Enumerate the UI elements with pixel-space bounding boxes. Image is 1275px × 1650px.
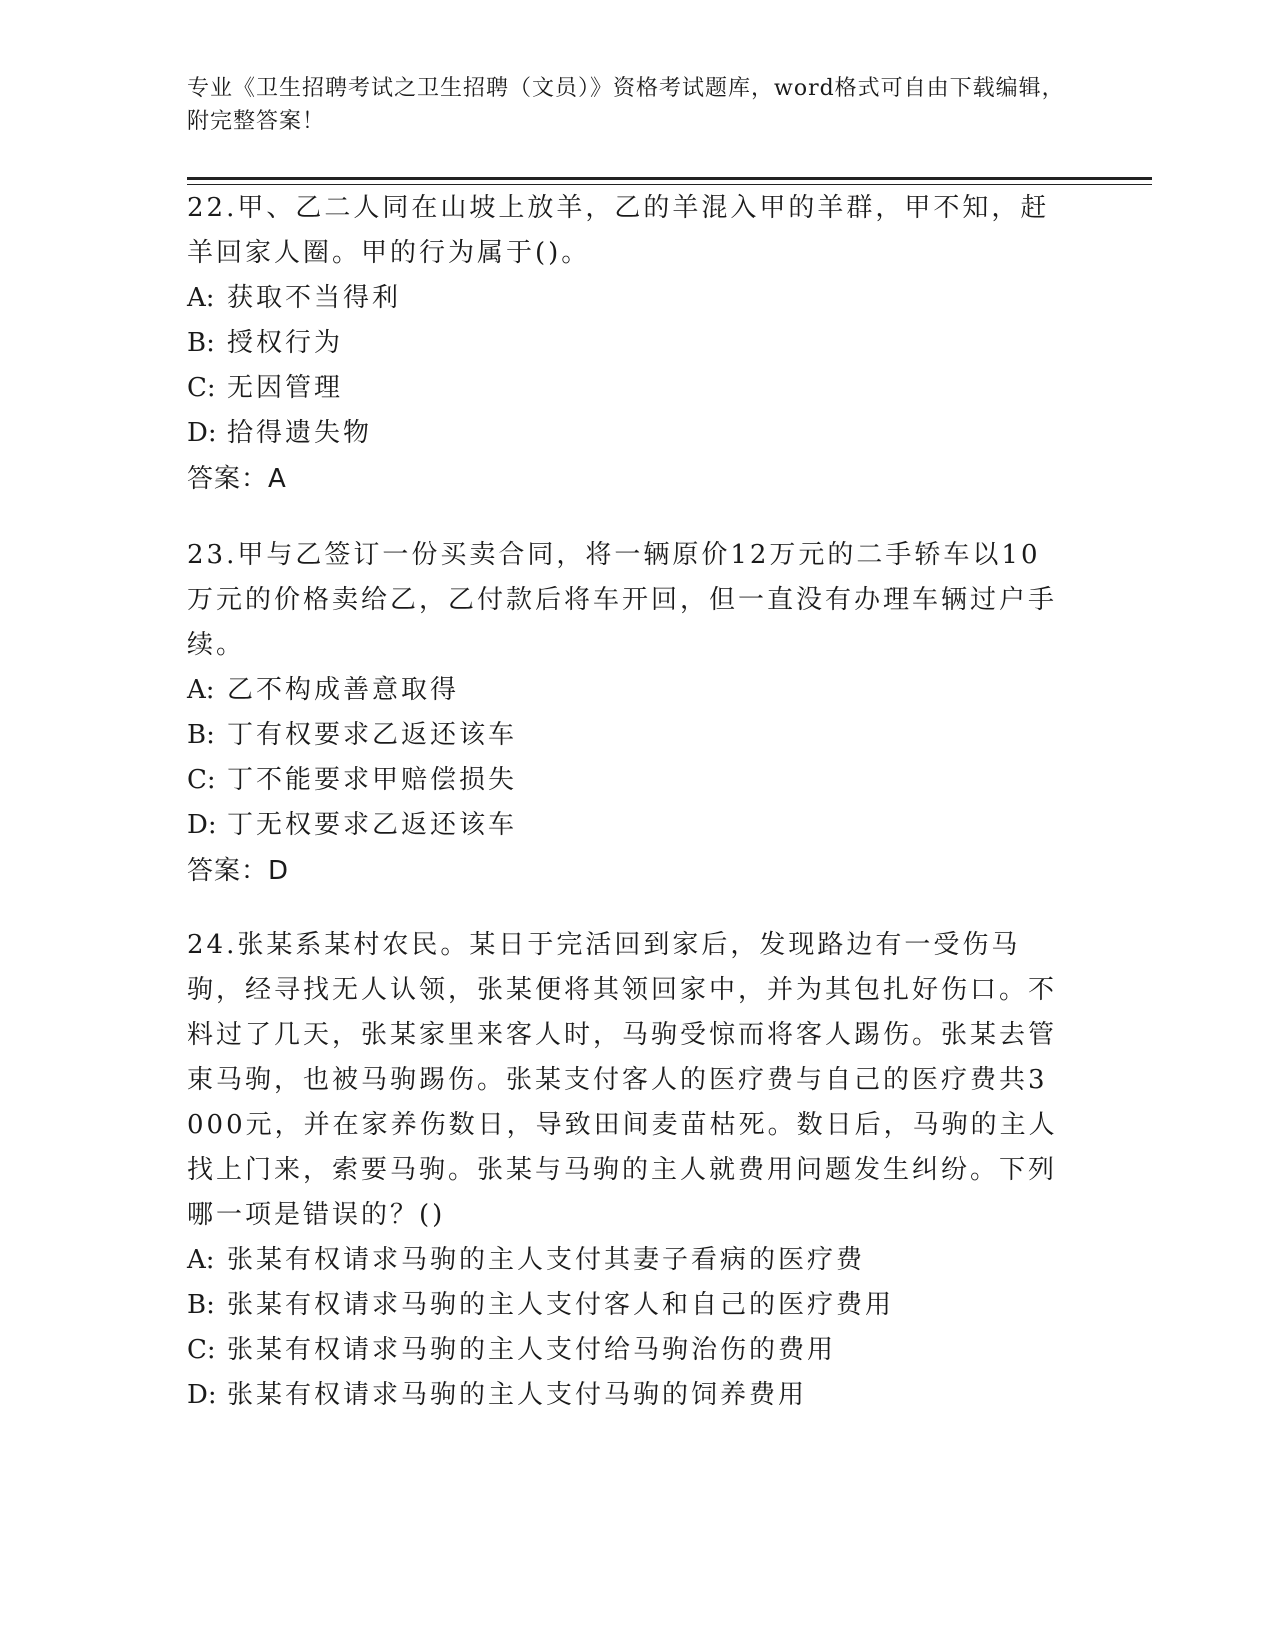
question-stem: 22.甲、乙二人同在山坡上放羊，乙的羊混入甲的羊群，甲不知，赶羊回家人圈。甲的行为属于()。 [187,193,1050,268]
option-d [187,1373,1067,1418]
option-text: 丁不能要求甲赔偿损失 [227,765,518,795]
option-letter: A: [187,1245,215,1275]
option-letter: D: [187,1380,217,1410]
question-23 [187,533,1067,894]
option-d [187,411,1067,456]
option-b [187,1283,1067,1328]
option-b [187,321,1067,366]
option-letter: D: [187,810,217,840]
answer-line [187,456,1067,502]
option-text: 获取不当得利 [227,283,402,313]
option-c [187,1328,1067,1373]
answer-line [187,848,1067,894]
option-text: 乙不构成善意取得 [227,675,460,705]
option-text: 丁无权要求乙返还该车 [227,810,518,840]
option-c [187,366,1067,411]
question-stem: 24.张某系某村农民。某日于完活回到家后，发现路边有一受伤马驹，经寻找无人认领，张某便将其领回家中，并为其包扎好伤口。不料过了几天，张某家里来客人时，马驹受惊而将客人踢伤。张某去管束马驹，也被马驹踢伤。张某支付客人的医疗费与自己的医疗费共3000元，并在家养伤数日，导致田间麦苗枯死。数日后，马驹的主人找上门来，索要马驹。张某与马驹的主人就费用问题发生纠纷。下列哪一项是错误的？() [187,930,1058,1230]
option-text: 张某有权请求马驹的主人支付其妻子看病的医疗费 [227,1245,866,1275]
answer-label: 答案： [187,856,269,886]
header-divider-thin [187,184,1152,185]
option-text: 授权行为 [227,328,344,358]
option-text: 丁有权要求乙返还该车 [227,720,518,750]
option-text: 张某有权请求马驹的主人支付给马驹治伤的费用 [227,1335,837,1365]
answer-label: 答案： [187,464,269,494]
option-letter: B: [187,1290,215,1320]
option-letter: C: [187,373,216,403]
option-text: 张某有权请求马驹的主人支付马驹的饲养费用 [227,1380,808,1410]
option-a [187,276,1067,321]
option-letter: A: [187,283,215,313]
answer-value: A [268,464,287,494]
option-a [187,668,1067,713]
question-stem: 23.甲与乙签订一份买卖合同，将一辆原价12万元的二手轿车以10万元的价格卖给乙，乙付款后将车开回，但一直没有办理车辆过户手续。 [187,540,1058,660]
option-letter: C: [187,1335,216,1365]
option-b [187,713,1067,758]
option-text: 拾得遗失物 [227,418,373,448]
option-a [187,1238,1067,1283]
question-22 [187,186,1067,502]
document-header: 专业《卫生招聘考试之卫生招聘（文员）》资格考试题库，word格式可自由下载编辑，附完整答案！ [187,76,1065,134]
option-c [187,758,1067,803]
header-divider-thick [187,177,1152,180]
option-letter: C: [187,765,216,795]
option-text: 无因管理 [227,373,344,403]
option-letter: B: [187,328,215,358]
question-24 [187,923,1067,1418]
option-letter: B: [187,720,215,750]
answer-value: D [268,856,290,886]
option-letter: D: [187,418,217,448]
option-letter: A: [187,675,215,705]
option-d [187,803,1067,848]
option-text: 张某有权请求马驹的主人支付客人和自己的医疗费用 [227,1290,895,1320]
